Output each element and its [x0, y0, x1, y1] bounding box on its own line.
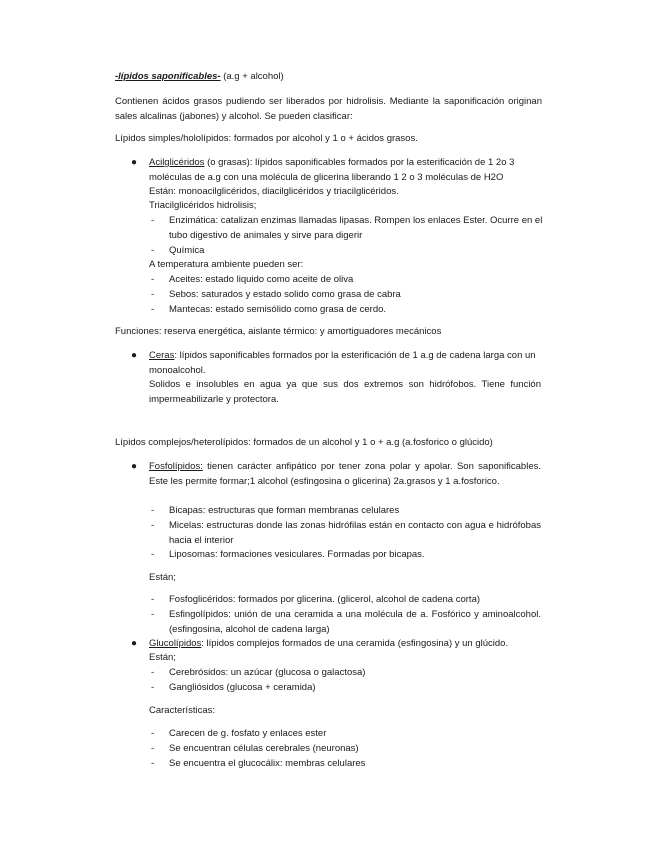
dash-marker: - [151, 245, 155, 256]
caracteristicas-heading: Características: [149, 705, 215, 716]
temperature-item: Aceites: estado liquido como aceite de oliva [169, 274, 354, 285]
temperature-item: Mantecas: estado semisólido como grasa de cerdo. [169, 304, 387, 315]
complex-lipids-heading: Lípidos complejos/heterolípidos: formados de un alcohol y 1 o + a.g (a.fosforico o glúcido) [115, 437, 493, 448]
acilgliceridos-estan: Están: monoacilglicéridos, diacilglicéridos y triacilglicéridos. [149, 186, 399, 197]
fosfolipidos-estan: Están; [149, 572, 176, 583]
temperature-item: Sebos: saturados y estado solido como grasa de cabra [169, 289, 401, 300]
acilgliceridos-text: (o grasas): lípidos saponificables formados por la esterificación de 1 2o 3 moléculas de a.g con una molécula de glicerina liberando 1 2 o 3 moléculas de H2O [149, 157, 515, 183]
bullet-icon: ● [131, 461, 138, 472]
section-title [115, 70, 284, 85]
hidrolisis-heading: Triacilglicéridos hidrolisis; [149, 200, 257, 211]
glucolipidos-item: Gangliósidos (glucosa + ceramida) [169, 682, 316, 693]
hidrolisis-item: Enzimática: catalizan enzimas llamadas lipasas. Rompen los enlaces Ester. Ocurre en el tubo digestivo de animales y sirve para digerir [169, 215, 543, 241]
dash-marker: - [151, 682, 155, 693]
dash-marker: - [151, 758, 155, 769]
dash-marker: - [151, 274, 155, 285]
dash-marker: - [151, 549, 155, 560]
ceras-paragraph [149, 349, 544, 378]
glucolipidos-paragraph [149, 637, 544, 652]
acilgliceridos-term: Acilglicéridos [149, 157, 205, 168]
dash-marker: - [151, 289, 155, 300]
dash-marker: - [151, 215, 155, 226]
dash-marker: - [151, 505, 155, 516]
bullet-icon: ● [131, 157, 138, 168]
glucolipidos-text: : lípidos complejos formados de una ceramida (esfingosina) y un glúcido. [201, 638, 509, 649]
bullet-icon: ● [131, 638, 138, 649]
fosfolipidos-term: Fosfolípidos: [149, 461, 203, 472]
section-title-suffix: (a.g + alcohol) [220, 71, 284, 82]
dash-marker: - [151, 304, 155, 315]
fosfolipidos-estan-item: Fosfoglicéridos: formados por glicerina. (glicerol, alcohol de cadena corta) [169, 594, 481, 605]
fosfolipidos-estan-item: Esfingolípidos: unión de una ceramida a una molécula de a. Fosfórico y aminoalcohol. (esfingosina, alcohol de cadena larga) [169, 609, 541, 635]
hidrolisis-item: Química [169, 245, 205, 256]
glucolipidos-item: Cerebrósidos: un azúcar (glucosa o galactosa) [169, 667, 366, 678]
fosfolipidos-item: Bicapas: estructuras que forman membranas celulares [169, 505, 400, 516]
fosfolipidos-item: Micelas: estructuras donde las zonas hidrófilas están en contacto con agua e hidrófobas hacia el interior [169, 520, 541, 546]
intro-paragraph: Contienen ácidos grasos pudiendo ser liberados por hidrolisis. Mediante la saponificación originan sales alcalinas (jabones) y alcohol. Se pueden clasificar: [115, 96, 542, 122]
glucolipidos-estan: Están; [149, 652, 176, 663]
dash-marker: - [151, 667, 155, 678]
bullet-icon: ● [131, 350, 138, 361]
acilgliceridos-paragraph [149, 156, 544, 185]
ceras-text: : lípidos saponificables formados por la esterificación de 1 a.g de cadena larga con un monoalcohol. [149, 350, 536, 376]
fosfolipidos-item: Liposomas: formaciones vesiculares. Formadas por bicapas. [169, 549, 425, 560]
glucolipidos-term: Glucolípidos [149, 638, 202, 649]
section-title-term: -lípidos saponificables- [115, 71, 221, 82]
ceras-term: Ceras [149, 350, 175, 361]
caracteristicas-item: Se encuentran células cerebrales (neuronas) [169, 743, 359, 754]
dash-marker: - [151, 594, 155, 605]
dash-marker: - [151, 743, 155, 754]
fosfolipidos-text: tienen carácter anfipático por tener zona polar y apolar. Son saponificables. Este les permite formar;1 alcohol (esfingosina o glicerina) 2a.grasos y 1 a.fosforico. [149, 461, 541, 487]
simple-lipids-heading: Lípidos simples/hololípidos: formados por alcohol y 1 o + ácidos grasos. [115, 133, 418, 144]
dash-marker: - [151, 728, 155, 739]
dash-marker: - [151, 520, 155, 531]
fosfolipidos-paragraph [149, 460, 541, 489]
temperature-intro: A temperatura ambiente pueden ser: [149, 259, 304, 270]
caracteristicas-item: Se encuentra el glucocálix: membras celulares [169, 758, 366, 769]
ceras-description: Solidos e insolubles en agua ya que sus dos extremos son hidrófobos. Tiene función impermeabilizarle y protectora. [149, 379, 541, 405]
dash-marker: - [151, 609, 155, 620]
caracteristicas-item: Carecen de g. fosfato y enlaces ester [169, 728, 327, 739]
functions-line: Funciones: reserva energética, aislante térmico: y amortiguadores mecánicos [115, 326, 442, 337]
